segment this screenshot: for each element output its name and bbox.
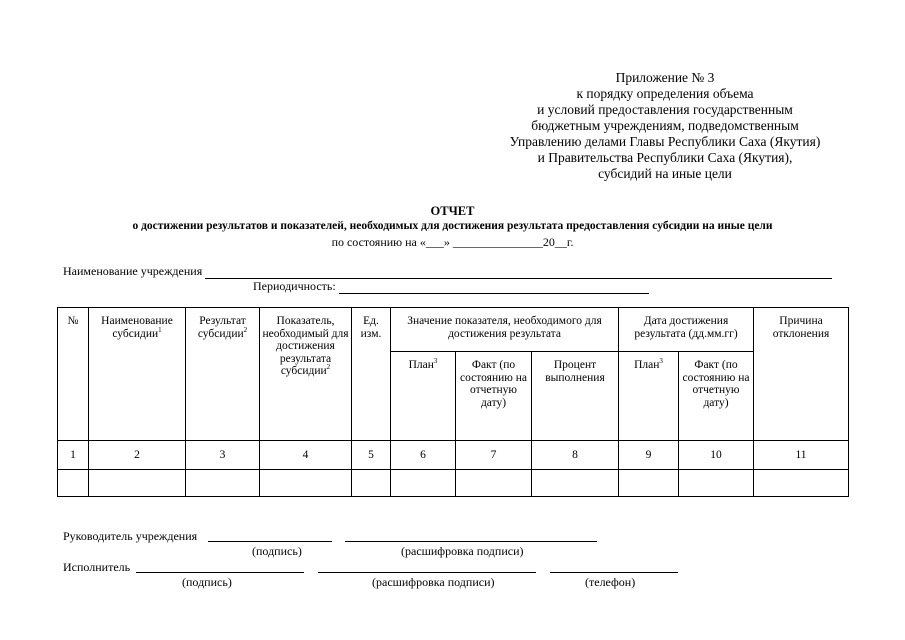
- header-indicator: Показатель, необходимый для достижения результата субсидии$^2$: [260, 308, 352, 441]
- appendix-line: и условий предоставления государственным: [537, 102, 793, 117]
- executor-phone-line[interactable]: [550, 572, 678, 573]
- table-cell[interactable]: [352, 470, 391, 497]
- executor-decoding-hint: (расшифровка подписи): [372, 575, 495, 589]
- appendix-line: субсидий на иные цели: [598, 166, 732, 181]
- report-as-of-date: по состоянию на «___» _______________20__г.: [331, 235, 574, 249]
- header-value-fact: Факт (по состоянию на отчетную дату): [456, 352, 532, 441]
- table-cell[interactable]: [456, 470, 532, 497]
- header-date-plan: План$^3$: [619, 352, 679, 441]
- column-number-row: [58, 441, 849, 470]
- period-field: [253, 280, 649, 294]
- report-subtitle: о достижении результатов и показателей, необходимых для достижения результата предоставления субсидии на иные цели: [132, 220, 773, 232]
- table-cell[interactable]: [186, 470, 260, 497]
- head-decoding-hint: (расшифровка подписи): [401, 544, 524, 558]
- report-title: ОТЧЕТ: [430, 204, 475, 218]
- header-achievement-date: Дата достижения результата (дд.мм.гг): [619, 308, 754, 352]
- table-row: [58, 470, 849, 497]
- table-cell[interactable]: [391, 470, 456, 497]
- appendix-line: и Правительства Республики Саха (Якутия),: [537, 150, 793, 165]
- column-number: 7: [456, 441, 532, 470]
- header-subsidy-result: Результат субсидии$^2$: [186, 308, 260, 441]
- head-signature-line[interactable]: [208, 541, 332, 542]
- executor-signature-hint: (подпись): [182, 575, 232, 589]
- appendix-line: к порядку определения объема: [576, 86, 754, 101]
- column-number: 3: [186, 441, 260, 470]
- column-number: 9: [619, 441, 679, 470]
- institution-input-line[interactable]: [205, 267, 832, 279]
- appendix-line: Управлению делами Главы Республики Саха (Якутия): [509, 134, 821, 149]
- header-subsidy-name: Наименование субсидии$^1$: [89, 308, 186, 441]
- appendix-header: [470, 70, 860, 182]
- period-label: Периодичность:: [253, 279, 336, 293]
- header-date-fact: Факт (по состоянию на отчетную дату): [679, 352, 754, 441]
- report-table: [57, 307, 849, 497]
- appendix-line: Приложение № 3: [615, 70, 715, 85]
- header-deviation-reason: Причина отклонения: [754, 308, 849, 441]
- table-cell[interactable]: [532, 470, 619, 497]
- header-value-plan: План$^3$: [391, 352, 456, 441]
- head-decoding-line[interactable]: [345, 541, 597, 542]
- table-cell[interactable]: [754, 470, 849, 497]
- executor-label: Исполнитель: [63, 560, 131, 574]
- column-number: 5: [352, 441, 391, 470]
- table-cell[interactable]: [679, 470, 754, 497]
- institution-label: Наименование учреждения: [63, 264, 203, 278]
- table-cell[interactable]: [619, 470, 679, 497]
- column-number: 10: [679, 441, 754, 470]
- column-number: 11: [754, 441, 849, 470]
- head-label: Руководитель учреждения: [63, 529, 198, 543]
- executor-decoding-line[interactable]: [318, 572, 536, 573]
- column-number: 1: [58, 441, 89, 470]
- header-unit: Ед. изм.: [352, 308, 391, 441]
- executor-signature-line[interactable]: [136, 572, 304, 573]
- table-cell[interactable]: [260, 470, 352, 497]
- header-indicator-value: Значение показателя, необходимого для достижения результата: [391, 308, 619, 352]
- column-number: 8: [532, 441, 619, 470]
- executor-phone-hint: (телефон): [585, 575, 636, 589]
- period-input-line[interactable]: [339, 282, 649, 294]
- appendix-line: бюджетным учреждениям, подведомственным: [531, 118, 799, 133]
- table-cell[interactable]: [89, 470, 186, 497]
- header-value-percent: Процент выполнения: [532, 352, 619, 441]
- column-number: 2: [89, 441, 186, 470]
- column-number: 4: [260, 441, 352, 470]
- table-cell[interactable]: [58, 470, 89, 497]
- header-number: №: [58, 308, 89, 441]
- column-number: 6: [391, 441, 456, 470]
- head-signature-hint: (подпись): [252, 544, 302, 558]
- institution-field: [63, 265, 832, 279]
